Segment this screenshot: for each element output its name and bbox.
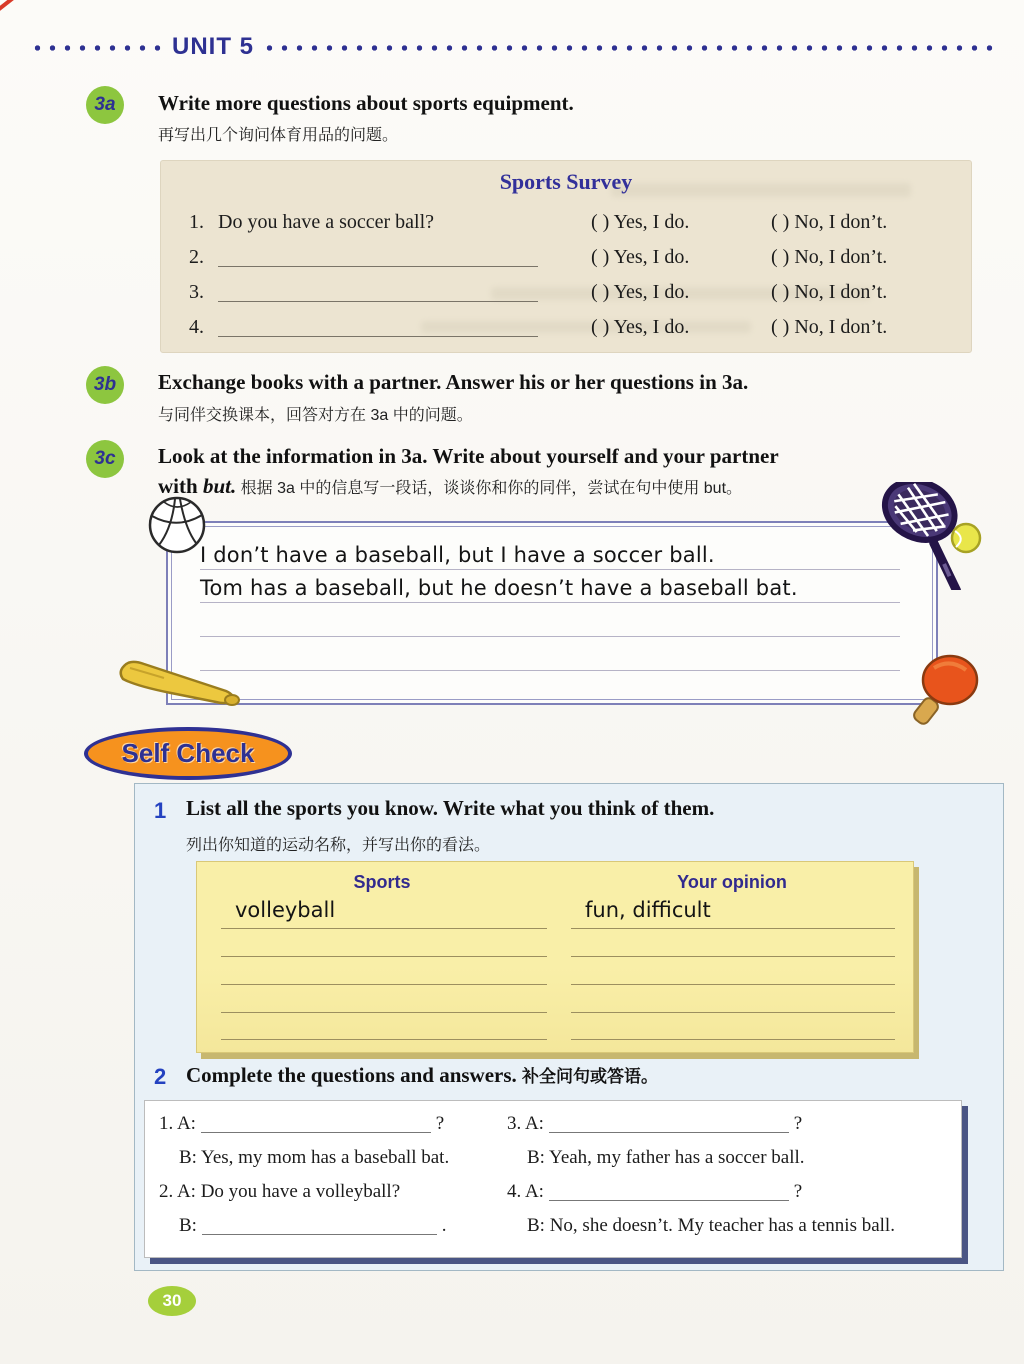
sports-survey-box: [160, 160, 972, 353]
speaker-label: A:: [176, 1181, 196, 1202]
sports-opinion-pad: [196, 861, 914, 1053]
survey-question: Do you have a soccer ball?: [218, 211, 435, 233]
pad-column-header-opinion: Your opinion: [677, 872, 787, 892]
pad-entry-sport: volleyball: [235, 898, 336, 922]
survey-no-option: ( ) No, I don’t.: [771, 281, 888, 303]
survey-yes-option: ( ) Yes, I do.: [591, 211, 690, 233]
speaker-label: B:: [179, 1147, 197, 1168]
speaker-label: A:: [524, 1113, 544, 1134]
pad-rule-line: [571, 1039, 895, 1040]
pad-rule-line: [221, 1039, 547, 1040]
ex2-item1-a-line: [159, 1113, 444, 1135]
writing-line-3: [200, 610, 900, 637]
question-mark: ?: [435, 1113, 445, 1134]
activity-3c-instruction-zh: 根据 3a 中的信息写一段话，谈谈你和你的同伴，尝试在句中使用 but。: [236, 480, 743, 497]
tennis-racket-icon: [856, 482, 1006, 590]
writing-line-1: I don’t have a baseball, but I have a soccer ball.: [200, 543, 900, 570]
header-dotted-line-right: [262, 44, 998, 52]
exercise-2-number: 2: [154, 1064, 167, 1089]
writing-box: [166, 521, 938, 705]
survey-row-number: 4.: [189, 316, 204, 338]
activity-3a-instruction-zh: 再写出几个询问体育用品的问题。: [158, 127, 399, 144]
survey-title: Sports Survey: [499, 169, 633, 194]
pad-rule-line: [221, 928, 547, 929]
volleyball-icon: [142, 490, 212, 560]
answer-text: Yeah, my father has a soccer ball.: [549, 1147, 805, 1168]
question-mark: ?: [793, 1181, 803, 1202]
item-number: 2.: [159, 1181, 174, 1202]
item-number: 1.: [159, 1113, 174, 1134]
ex2-item2-b-line: [179, 1215, 446, 1237]
survey-row-3: [189, 281, 949, 309]
answer-blank: [201, 1115, 431, 1133]
ex2-item2-a-line: [159, 1181, 400, 1203]
ex2-item4-a-line: [507, 1181, 802, 1203]
exercise-2-instruction: Complete the questions and answers. 补全问句或答语。: [186, 1063, 659, 1087]
activity-3a-instruction: Write more questions about sports equipment.: [158, 91, 574, 115]
survey-yes-option: ( ) Yes, I do.: [591, 281, 690, 303]
exercise-1-instruction: List all the sports you know. Write what you think of them.: [186, 796, 715, 820]
item-number: 3.: [507, 1113, 522, 1134]
page-number-badge: 30: [148, 1286, 196, 1316]
survey-row-number: 2.: [189, 246, 204, 268]
activity-3b-instruction-zh: 与同伴交换课本，回答对方在 3a 中的问题。: [158, 407, 473, 424]
survey-yes-option: ( ) Yes, I do.: [591, 246, 690, 268]
activity-3b-instruction: Exchange books with a partner. Answer his or her questions in 3a.: [158, 370, 749, 394]
activity-badge-3c: 3c: [86, 440, 124, 478]
pingpong-paddle-icon: [906, 646, 984, 728]
item-number: 4.: [507, 1181, 522, 1202]
ex2-item4-b-line: [527, 1215, 895, 1237]
answer-text: Yes, my mom has a baseball bat.: [201, 1147, 450, 1168]
survey-row-4: [189, 316, 949, 344]
survey-yes-option: ( ) Yes, I do.: [591, 316, 690, 338]
exercise-1-number: 1: [154, 798, 167, 823]
unit-title: UNIT 5: [172, 33, 255, 60]
speaker-label: A:: [176, 1113, 196, 1134]
activity-3c-instruction-line2: [158, 474, 742, 499]
question-text: Do you have a volleyball?: [200, 1181, 401, 1202]
ex2-item3-a-line: [507, 1113, 802, 1135]
survey-row-number: 3.: [189, 281, 204, 303]
question-mark: ?: [793, 1113, 803, 1134]
writing-line-2: Tom has a baseball, but he doesn’t have a baseball bat.: [200, 576, 900, 603]
answer-blank: [549, 1115, 789, 1133]
survey-row-1: [189, 211, 949, 239]
speaker-label: A:: [524, 1181, 544, 1202]
but-word: but.: [202, 474, 237, 498]
ex2-item1-b-line: [179, 1147, 449, 1169]
pad-rule-line: [571, 956, 895, 957]
pad-rule-line: [571, 1012, 895, 1013]
survey-no-option: ( ) No, I don’t.: [771, 316, 888, 338]
answer-text: No, she doesn’t. My teacher has a tennis ball.: [549, 1215, 895, 1236]
pad-rule-line: [571, 984, 895, 985]
pad-entry-opinion: fun, difficult: [585, 898, 711, 922]
survey-row-number: 1.: [189, 211, 204, 233]
self-check-badge: Self Check: [84, 727, 292, 780]
pad-rule-line: [221, 956, 547, 957]
activity-3c-instruction-line1: Look at the information in 3a. Write about yourself and your partner: [158, 444, 779, 468]
with-word: with: [158, 474, 203, 498]
speaker-label: B:: [179, 1215, 197, 1236]
page-corner-mark: [0, 0, 31, 15]
baseball-bat-icon: [116, 650, 246, 714]
pad-rule-line: [221, 984, 547, 985]
exercise-1-instruction-zh: 列出你知道的运动名称，并写出你的看法。: [186, 837, 491, 854]
period-mark: .: [441, 1215, 447, 1236]
activity-badge-3a: 3a: [86, 86, 124, 124]
survey-question-blank: [218, 247, 538, 267]
pad-rule-line: [571, 928, 895, 929]
header-dotted-line-left: [30, 44, 164, 52]
speaker-label: B:: [527, 1147, 545, 1168]
survey-question-blank: [218, 282, 538, 302]
exercise-2-instruction-zh: 补全问句或答语。: [522, 1067, 659, 1086]
ex2-item3-b-line: [527, 1147, 805, 1169]
writing-line-4: [200, 644, 900, 671]
survey-row-2: [189, 246, 949, 274]
pad-column-header-sports: Sports: [353, 872, 411, 892]
survey-no-option: ( ) No, I don’t.: [771, 246, 888, 268]
activity-badge-3b: 3b: [86, 366, 124, 404]
answer-blank: [202, 1217, 437, 1235]
survey-no-option: ( ) No, I don’t.: [771, 211, 888, 233]
survey-question-blank: [218, 317, 538, 337]
pad-rule-line: [221, 1012, 547, 1013]
speaker-label: B:: [527, 1215, 545, 1236]
exercise-2-box: [144, 1100, 962, 1258]
answer-blank: [549, 1183, 789, 1201]
